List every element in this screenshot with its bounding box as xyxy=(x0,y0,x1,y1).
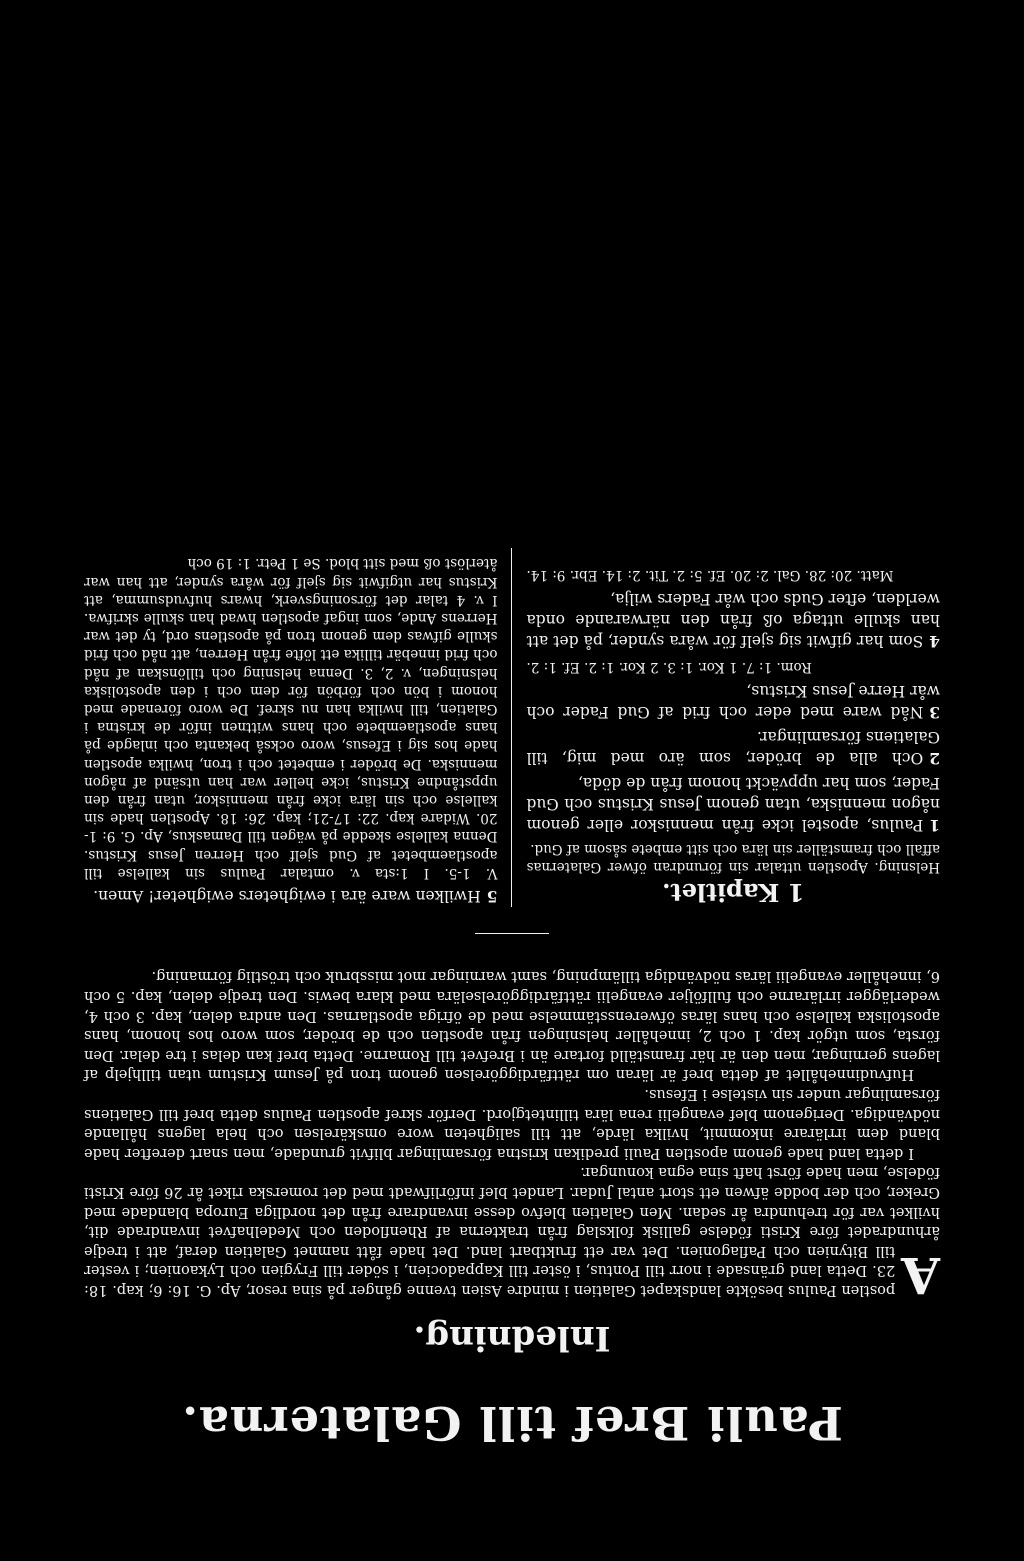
right-column xyxy=(84,548,512,907)
verse: 1Paulus, apostel icke från menniskor eller genom någon menniska, utan genom Jesus Kristus och Gud Fader, som har uppväckt honom från de döda, xyxy=(526,773,940,835)
drop-cap: A xyxy=(901,1246,940,1305)
verse-number: 3 xyxy=(929,702,940,722)
intro-heading: Inledning. xyxy=(413,1318,611,1358)
two-column-body xyxy=(84,548,940,907)
cross-reference: Matt. 20: 28. Gal. 2: 20. Ef. 5: 2. Tit. 2: 14. Ebr. 9: 14. xyxy=(526,566,894,583)
verse: 5Hwilken ware ära i ewigheters ewigheter! Amen. xyxy=(93,886,498,906)
intro-paragraph: A postlen Paulus besökte landskapet Galatien i mindre Asien tvenne gånger på sina resor, Ap. G. 16: 6; kap. 18: 23. Detta land gränsade i norr till Pontus, i öster till Kappadocien, i söder till Frygien och Lykaonien; i vester till Bitynien och Paflagonien. Det var ett fruktbart land. Det hade fått namnet Galatien deraf, att i tredje århundradet före Kristi födelse gallisk folkslag från trakterna af Rhenfloden och Medelhafvet invandrade dit, hvilket var för trehundra år sedan. Men Galatien blefvo desse invandrare från det nordliga Europa blandade med Greker, och der bodde äfwen ett stort antal Judar. Landet blef införlifwadt med det romerska riket år 26 före Kristi födelse, men hade först haft sina egna konungar. xyxy=(84,1164,940,1305)
commentary-note xyxy=(84,554,498,882)
verse: 3Nåd ware med eder och frid af Gud Fader och wår Herre Jesus Kristus, xyxy=(526,681,940,722)
chapter-summary: Helsning. Apostlen uttalar sin förundran öfwer Galaternas affall och framställer sin lära och sitt embete såsom af Gud. xyxy=(526,840,940,875)
verse-number: 5 xyxy=(486,886,498,906)
verse-number: 4 xyxy=(929,631,940,651)
verse: 2Och alla de bröder, som äro med mig, till Galatiens församlingar. xyxy=(526,727,940,768)
cross-reference: Rom. 1: 7. 1 Kor. 1: 3. 2 Kor. 1: 2. Ef. 1: 2. xyxy=(526,658,812,675)
intro-paragraph: Hufvudinnehållet af detta bref är läran om rättfärdiggörelsen genom tron på Jesum Kristum utan tillhjelp af lagens gerningar, men den är här framställd fortare än i Brefvet till Romarne. Detta bref kan delas i tre delar. Den första, som utgör kap. 1 och 2, innehåller helsningen från apostlen och de bröder, som woro hos honom, hans apostoliska kallelse och hans läras öfwerensstämmelse med de öfriga apostlarnas. Den andra delen, kap. 3 och 4, wederlägger irrlärarne och fullföljer evangelii rättfärdiggörelselära med klara bewis. Den tredje delen, kap. 5 och 6, innehåller evangelii läras nödvändiga tillämpning, samt warningar mot missbruk och tröstlig förmaning. xyxy=(84,968,940,1083)
chapter-heading: 1 Kapitlet. xyxy=(662,877,805,907)
intro-paragraph: I detta land hade genom apostlen Pauli predikan kristna församlingar blifvit grundade, men snart derefter hade bland dem irrlärare inkommit, hvilka lärde, att till saligheten wore omskärelsen och hela lagens hållande nödvändiga. Derigenom blef evangelii rena lära tillintetgjord. Derför skref apostlen Paulus detta bref till Galatiens församlingar under sin vistelse i Efesus. xyxy=(84,1086,940,1161)
verse-number: 2 xyxy=(929,748,940,768)
verse-number: 1 xyxy=(929,815,940,835)
book-title: Pauli Bref till Galaterna. xyxy=(181,1396,843,1450)
page-content xyxy=(84,60,940,1469)
section-divider xyxy=(475,933,549,934)
left-column xyxy=(512,548,941,907)
verse: 4Som har gifwit sig sjelf för wåra synder, på det att han skulle uttaga oß från den närwarande onda werlden, efter Guds och wår Faders wilja, xyxy=(526,589,940,651)
commentary-paragraph: V. 1-5. I 1:sta v. omtalar Paulus sin kallelse till apostlaembetet af Gud sjelf och Herren Jesus Kristus. Denna kallelse skedde på wägen till Damaskus, Ap. G. 9: 1-20. Widare kap. 22: 17-21; kap. 26: 18. Apostlen hade sin kallelse och sin lära icke från menniskor, utan från den uppståndne Kristus, icke heller war han utsänd af någon menniska. De bröder i embetet och i tron, hwilka apostlen hade hos sig i Efesus, woro också bekanta och inlagde på hans apostlaembete och hans wittnen inför de kristna i Galatien, till hwilka han nu skref. De woro förenade med honom i bön och förbön för dem och i den apostoliska helsningen, v. 2, 3. Denna helsning och tillönskan af nåd och frid innebär tillika ett löfte från Herren, att nåd och frid skulle gifwas dem genom tron på apostlens ord, ty det war Herrens Ande, som ingaf apostlen hwad han skulle skrifwa. I v. 4 talar det försoningsverk, hwars hufvudsumma, att Kristus har utgifwit sig sjelf för wåra synder, att han war återlöst oß med sitt blod. Se 1 Petr. 1: 19 och xyxy=(84,555,498,881)
intro-text xyxy=(84,966,940,1305)
